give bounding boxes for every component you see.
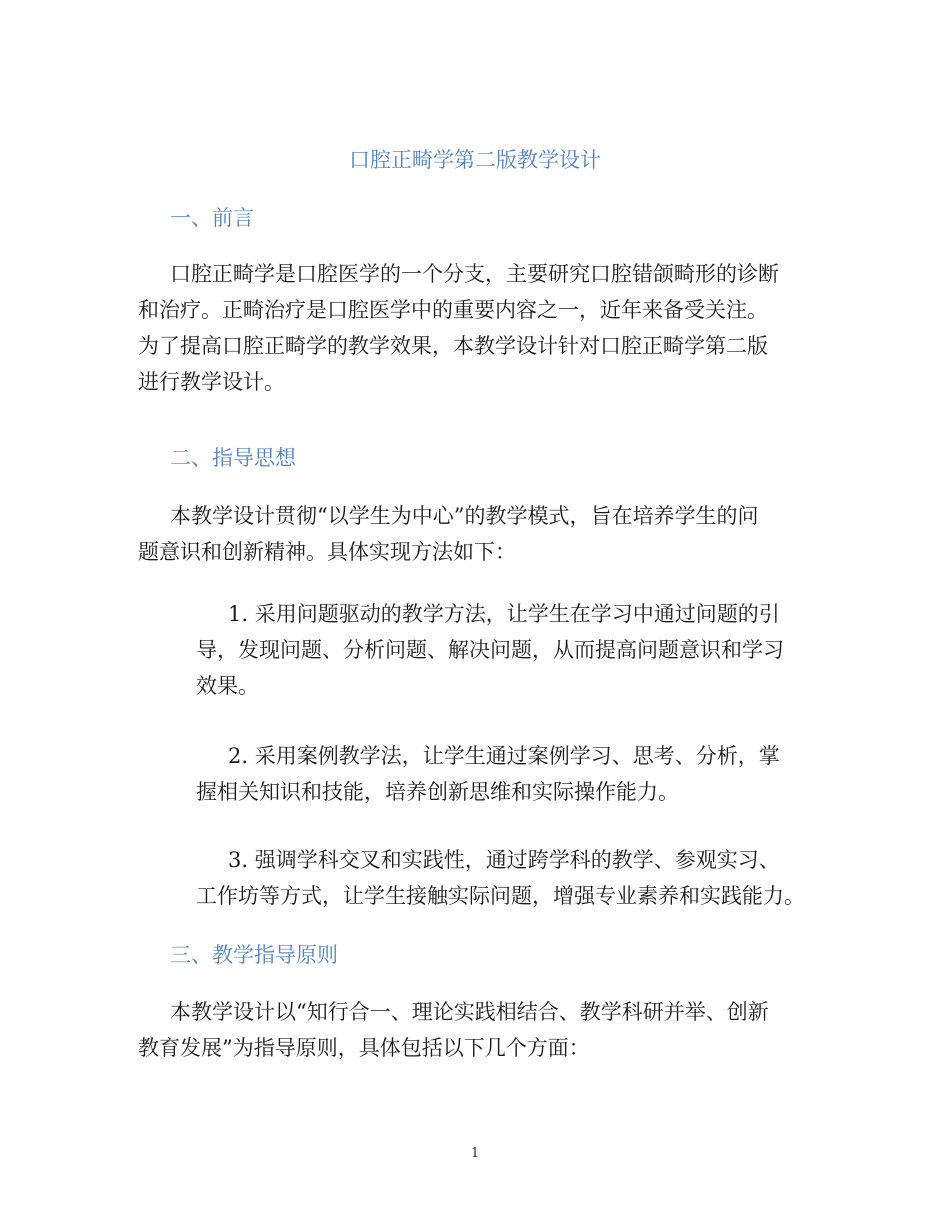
section-heading-guiding-ideology: 二、指导思想 [170, 446, 296, 470]
list-item-2 [196, 738, 836, 810]
list-item-1 [196, 596, 836, 704]
document-title: 口腔正畸学第二版教学设计 [349, 148, 601, 172]
list-item-line: 工作坊等方式，让学生接触实际问题，增强专业素养和实践能力。 [196, 884, 805, 908]
paragraph-line: 本教学设计以“知行合一、理论实践相结合、教学科研并举、创新 [170, 1000, 769, 1024]
page-number: 1 [470, 1146, 480, 1161]
paragraph-line: 为了提高口腔正畸学的教学效果，本教学设计针对口腔正畸学第二版 [138, 334, 768, 358]
paragraph-line: 口腔正畸学是口腔医学的一个分支，主要研究口腔错颌畸形的诊断 [170, 262, 779, 286]
list-item-line: 效果。 [196, 674, 259, 698]
list-item-line: 导，发现问题、分析问题、解决问题，从而提高问题意识和学习 [196, 638, 784, 662]
paragraph-line: 进行教学设计。 [138, 370, 285, 394]
preface-paragraph [138, 256, 828, 400]
section-heading-preface: 一、前言 [170, 206, 254, 230]
list-item-line: 3. 强调学科交叉和实践性，通过跨学科的教学、参观实习、 [228, 848, 780, 872]
teaching-principles-paragraph [138, 994, 828, 1066]
paragraph-line: 和治疗。正畸治疗是口腔医学中的重要内容之一，近年来备受关注。 [138, 298, 768, 322]
paragraph-line: 本教学设计贯彻“以学生为中心”的教学模式，旨在培养学生的问 [170, 504, 759, 528]
list-item-line: 握相关知识和技能，培养创新思维和实际操作能力。 [196, 780, 679, 804]
list-item-3 [196, 842, 836, 914]
guiding-ideology-paragraph [138, 498, 828, 570]
list-item-line: 1. 采用问题驱动的教学方法，让学生在学习中通过问题的引 [228, 602, 780, 626]
paragraph-line: 题意识和创新精神。具体实现方法如下： [138, 540, 516, 564]
section-heading-teaching-principles: 三、教学指导原则 [170, 943, 338, 967]
paragraph-line: 教育发展”为指导原则，具体包括以下几个方面： [138, 1036, 590, 1060]
list-item-line: 2. 采用案例教学法，让学生通过案例学习、思考、分析，掌 [228, 744, 780, 768]
